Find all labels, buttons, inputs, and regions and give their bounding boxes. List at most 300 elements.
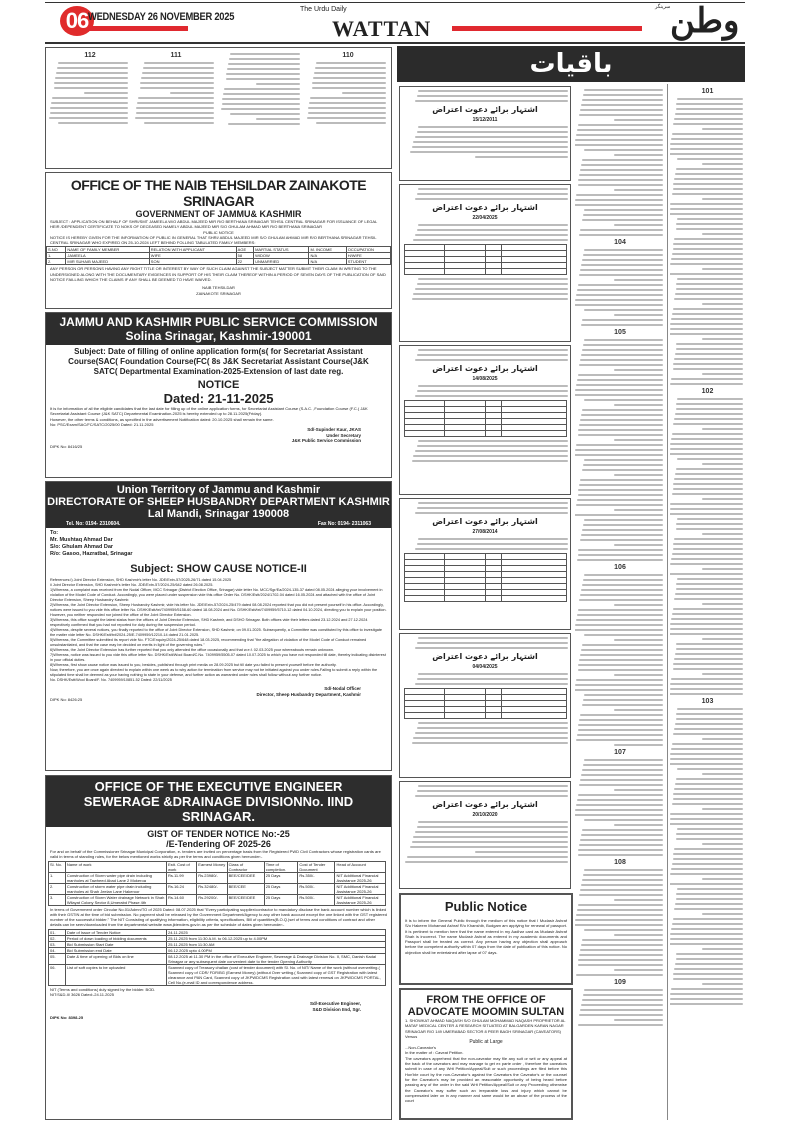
text-line	[413, 737, 568, 739]
text-line	[582, 219, 663, 221]
text-line	[673, 663, 743, 665]
text-line	[576, 444, 663, 446]
public-notice-title: Public Notice	[444, 899, 528, 914]
text-line	[578, 959, 663, 961]
cell: 1.	[49, 872, 66, 883]
text-line	[578, 549, 663, 551]
text-line	[418, 349, 568, 351]
text-line	[576, 194, 663, 196]
cell	[502, 431, 567, 437]
text-line	[575, 394, 663, 396]
text-line	[675, 723, 743, 725]
ad-table	[404, 688, 567, 719]
text-line	[702, 568, 743, 570]
text-line	[141, 77, 214, 79]
jkpsc-ref: No: PSC/Exam/SAC/FC/SATC/2025/00 Dated: 21.11.2025	[50, 421, 154, 427]
ad-heading: اشتہار برائے دعوت اعتراض	[432, 364, 538, 373]
text-line	[417, 95, 568, 97]
col-header: NAME OF FAMILY MEMBER	[66, 247, 149, 253]
text-line	[581, 414, 663, 416]
cell: 2.	[47, 259, 66, 265]
issue-date: WEDNESDAY 26 NOVEMBER 2025	[88, 11, 235, 23]
text-line	[57, 67, 128, 69]
header-line: Lal Mandi, Srinagar 190008	[147, 508, 290, 520]
text-line	[670, 513, 743, 515]
text-lines	[400, 538, 570, 550]
cell: MIR SUHAIB MAJEED	[66, 259, 149, 265]
text-line	[415, 198, 568, 200]
family-table	[46, 246, 391, 265]
text-line	[575, 454, 663, 456]
urdu-col	[308, 50, 388, 127]
tender-gist: GIST OF TENDER NOTICE No:-25	[147, 829, 290, 839]
text-line	[670, 623, 743, 625]
text-line	[614, 279, 664, 281]
cell	[404, 596, 445, 602]
cell: Rs.16.24	[166, 883, 196, 894]
text-line	[578, 434, 664, 436]
text-line	[417, 193, 568, 195]
text-line	[670, 273, 743, 275]
text-line	[307, 117, 386, 119]
cell	[485, 431, 501, 437]
jkpsc-body2: However, the other terms & conditions, as specified in the advertisement Notification dated: 20.10.2025 shall remain the same.	[50, 416, 274, 422]
section-number: 108	[614, 859, 626, 866]
text-line	[677, 578, 743, 580]
text-line	[673, 798, 744, 800]
text-line	[578, 964, 664, 966]
cell	[404, 431, 445, 437]
text-line	[582, 319, 663, 321]
text-line	[578, 904, 664, 906]
cell: Period of down loading of bidding documents	[65, 935, 166, 941]
text-line	[221, 108, 300, 110]
text-line	[582, 259, 663, 261]
text-line	[581, 354, 663, 356]
text-line	[671, 868, 743, 870]
text-line	[584, 634, 663, 636]
text-line	[674, 238, 743, 240]
text-line	[677, 218, 743, 220]
text-line	[580, 594, 663, 596]
text-line	[614, 119, 664, 121]
text-line	[228, 123, 300, 125]
text-line	[417, 642, 568, 644]
text-lines	[400, 385, 570, 397]
text-line	[50, 107, 128, 109]
text-line	[577, 799, 663, 801]
text-line	[673, 608, 744, 610]
text-line	[672, 743, 743, 745]
masthead-bar	[452, 26, 642, 31]
text-line	[578, 1024, 664, 1026]
cell: N/A	[309, 253, 346, 259]
ad-table	[404, 244, 567, 275]
text-line	[677, 828, 743, 830]
text-line	[582, 584, 663, 586]
table-row	[404, 431, 566, 437]
text-line	[581, 884, 663, 886]
text-line	[702, 913, 743, 915]
section-number: 105	[614, 329, 626, 336]
text-line	[702, 198, 743, 200]
text-line	[670, 153, 743, 155]
text-line	[583, 524, 663, 526]
text-line	[575, 629, 663, 631]
text-line	[614, 709, 664, 711]
text-lines	[400, 637, 570, 649]
text-line	[583, 579, 663, 581]
text-line	[673, 858, 744, 860]
text-line	[415, 395, 568, 397]
cell: 25 Days	[264, 883, 298, 894]
para: 7)Whereas, notice was issued to you vide this office letter No. DSHK/Estt/Wool Board/C.No. 7409959/5505-07 dated 10.07.2025 to which you have not responded till date, thereby indicating disinterest in your official duties.	[50, 653, 386, 662]
ad-date: 20/10/2020	[472, 812, 498, 818]
text-line	[614, 639, 664, 641]
jkpsc-signature	[46, 427, 391, 444]
cell: 02.	[49, 935, 66, 941]
text-line	[674, 598, 743, 600]
text-line	[415, 647, 568, 649]
text-line	[170, 92, 214, 94]
text-line	[676, 168, 744, 170]
text-line	[475, 851, 569, 853]
cell: 2.	[49, 883, 66, 894]
section-number: 107	[614, 749, 626, 756]
date-underline	[88, 26, 188, 31]
text-line	[579, 424, 663, 426]
text-line	[575, 684, 663, 686]
text-line	[576, 804, 663, 806]
text-line	[677, 278, 743, 280]
text-line	[673, 423, 743, 425]
text-line	[584, 459, 663, 461]
text-line	[583, 94, 663, 96]
non-caveator: ...Non-Caveator's	[405, 1045, 436, 1051]
sewerage-signature	[46, 1001, 391, 1012]
works-table	[48, 861, 386, 906]
urdu-ad	[399, 184, 571, 342]
urdu-column-2	[670, 86, 745, 1120]
para: 1)Whereas, a complaint was received from the Nodal Officer, MCC Srinagar (District Election Office, Srinagar) vide letter No. MCC/Sgr/Ea/2024-135-37 dated 08.05.2024 alleging your involvement in violation of the Model Code of Conduct. Accordingly, you were placed under suspension vide this office Order No. DSHK/Estt/2024/1702-04 dated 16.05.2024 and attached with the office of Joint Director Extension, Sheep Husbandry Kashmir.	[50, 588, 383, 602]
table-header	[49, 861, 386, 872]
text-line	[673, 308, 744, 310]
text-line	[670, 333, 743, 335]
cell: Rs.500/-	[298, 883, 335, 894]
text-line	[575, 204, 663, 206]
cell: Rs.32480/-	[197, 883, 227, 894]
text-line	[582, 529, 663, 531]
dipk-number: DIPK No: 8416/25	[50, 443, 83, 449]
text-line	[702, 983, 743, 985]
text-line	[675, 903, 743, 905]
cell: BEE/CEE/DEE	[227, 872, 264, 883]
text-line	[143, 67, 214, 69]
cell	[404, 269, 445, 275]
text-line	[676, 778, 744, 780]
text-line	[579, 484, 663, 486]
text-line	[580, 269, 663, 271]
text-lines	[50, 62, 130, 124]
text-line	[676, 583, 743, 585]
text-line	[672, 863, 743, 865]
text-line	[670, 453, 743, 455]
tel-number: Tel. No: 0194- 2310604.	[66, 521, 121, 527]
table-row	[49, 894, 386, 905]
text-line	[575, 389, 663, 391]
text-line	[575, 919, 663, 921]
text-line	[575, 304, 663, 306]
urdu-logo: وطن	[670, 1, 740, 41]
tender-ref: NIT:S&D-II/ 3626 Dated:-24.11.2025	[50, 992, 114, 998]
text-line	[418, 722, 568, 724]
text-line	[581, 104, 663, 106]
text-line	[581, 834, 663, 836]
text-line	[578, 284, 664, 286]
text-lines	[136, 62, 216, 124]
text-line	[670, 383, 743, 385]
tender-para: In terms of Government order Circular No.01/Admn/TO of 2025 Dated: 08.07.2025 that "Every participating supplier/contractor to mandatory disclose the bank account number which is linked with their GSTIN at the time of bid submission. No payment shall be released by the Government Department/Agency to any other bank account except the one linked with the GST registered number of the successful bidder." The NIT Consisting of qualifying information, eligibility criteria, specifications, Bill of quantities(B.O.Q.)set of terms and conditions of contract and other details can be seen/downloaded from the departmental website www.jktenders.gov.in as per the schedule of dates given hereunder:-	[50, 906, 387, 928]
sewerage-tender-notice	[45, 775, 392, 1120]
cell: Rs.29200/-	[197, 894, 227, 905]
text-line	[671, 138, 743, 140]
text-line	[670, 573, 743, 575]
col-header: M. INCOME	[309, 247, 346, 253]
cell: Date of Issue of Tender Notice	[65, 929, 166, 935]
text-line	[140, 87, 214, 89]
cell: BEE/CEE/DEE	[227, 894, 264, 905]
text-line	[412, 742, 568, 744]
sheep-signature	[46, 686, 391, 697]
cell: Date & time of opening of Bids on line	[65, 953, 166, 964]
text-line	[415, 234, 568, 236]
subject-label: Subject:	[74, 347, 106, 356]
text-lines	[400, 349, 570, 361]
text-line	[137, 102, 214, 104]
text-line	[228, 63, 300, 65]
public-notice-body: It is to inform the General Public through the medium of this notice that I Mudasir Ashraf S/o Hakeem Mohamad Ashraf R/o Khanshib, Budgam am applying for renewal of passport. It is pertinent to mention here that the name entered in my Aadhar card as Mudasir Ashraf Shah is incorrect. The name Mudasir Ashraf as entered in my academic documents and Passport shall be treated as correct. Any person having any objection shall approach before the competent authority within 07 days from the date of publication of this notice. No objection shall be entertained after lapse of 07 days.	[405, 918, 567, 955]
text-line	[670, 883, 743, 885]
text-line	[673, 363, 743, 365]
text-line	[670, 763, 743, 765]
text-line	[672, 613, 743, 615]
text-line	[614, 789, 664, 791]
text-line	[580, 779, 663, 781]
section-banner: باقیات	[397, 46, 745, 82]
cell: UNMARRIED	[254, 259, 309, 265]
text-line	[313, 77, 386, 79]
cell: Construction of Storm water pipe drain including manholes at Tawheed Abad Lane 2 Mokeroa	[65, 872, 166, 883]
text-line	[702, 338, 743, 340]
text-line	[670, 943, 743, 945]
text-line	[312, 87, 386, 89]
cell: Class of Contractor	[227, 861, 264, 872]
cell: 01.	[49, 929, 66, 935]
text-line	[56, 72, 128, 74]
cell: Name of work	[65, 861, 166, 872]
text-line	[418, 673, 568, 675]
text-line	[413, 836, 568, 838]
text-line	[702, 948, 743, 950]
text-line	[50, 112, 128, 114]
text-line	[676, 283, 743, 285]
jkpsc-body: It is for information of all the eligible candidates that the last date for filling up of the online application forms, for Secretariat Assistant Course (S.A.C. ,Foundation Course (F.C.( J&K Secretariat Assistant Course (J&K SATC( Departmental Examination-2025 is hereby extended up to 28.11.2025(Friday(.	[50, 406, 368, 417]
text-line	[676, 223, 743, 225]
table-row	[49, 872, 386, 883]
para: Now, therefore, you are once again directed to explain within one week as to why action for termination from service may not be initiated against you under rules.Failing to submit a reply within the stipulated time shall be deemed as your having nothing to state in your defense, and further action as warranted under rules shall follow without any further notice.	[50, 668, 378, 677]
text-line	[614, 604, 664, 606]
text-line	[581, 164, 663, 166]
header-line: DIRECTORATE OF SHEEP HUSBANDRY DEPARTMENT KASHMIR	[47, 496, 390, 508]
text-line	[475, 156, 569, 158]
text-line	[256, 118, 300, 120]
text-line	[579, 599, 663, 601]
text-lines	[400, 440, 570, 462]
text-line	[138, 97, 214, 99]
text-line	[54, 87, 128, 89]
text-line	[580, 359, 663, 361]
text-line	[670, 213, 743, 215]
text-line	[670, 683, 743, 685]
text-line	[415, 831, 568, 833]
text-line	[580, 479, 663, 481]
cell: 03.	[49, 941, 66, 947]
urdu-ad	[399, 86, 571, 181]
text-line	[673, 368, 744, 370]
cell: 08.12.2025 at 11.30 PM in the office of Executive Engineer, Sewerage & Drainage Division No. II, SMC, Danish Kadal Srinagar or any subsequent date convenient date to the tender Opening Authority	[166, 953, 385, 964]
text-line	[614, 224, 664, 226]
advocate-title1: FROM THE OFFICE OF	[426, 994, 546, 1006]
text-line	[676, 348, 744, 350]
schedule-table	[48, 929, 386, 986]
text-lines	[400, 785, 570, 797]
text-line	[582, 704, 663, 706]
text-line	[580, 419, 663, 421]
text-line	[675, 113, 743, 115]
text-line	[702, 533, 743, 535]
text-line	[702, 268, 743, 270]
text-line	[58, 122, 128, 124]
text-line	[702, 128, 743, 130]
text-line	[578, 849, 663, 851]
text-line	[614, 189, 664, 191]
cell: 25.11.2025 from 11:30 A.M. to 06.12.2025 up to 4.00PM	[166, 935, 385, 941]
text-line	[226, 78, 300, 80]
text-line	[135, 117, 214, 119]
section-number: 104	[614, 239, 626, 246]
ad-date: 14/08/2025	[472, 376, 498, 382]
table-row	[404, 269, 566, 275]
signature-line: Sd/-Executive Engineer,	[309, 1001, 361, 1007]
cell: 22	[236, 259, 253, 265]
text-line	[670, 1003, 743, 1005]
text-line	[581, 324, 663, 326]
text-line	[670, 633, 743, 635]
col-header: RELATION WITH APPLICANT	[149, 247, 236, 253]
text-line	[577, 909, 663, 911]
para: ii Joint Director Extension, SHD Kashmir's letter No. JDE/Extn-57/2024-25/642 dated 26.08.2025.	[50, 583, 214, 587]
text-line	[230, 113, 300, 115]
text-line	[581, 264, 663, 266]
ad-date: 04/04/2025	[472, 664, 498, 670]
text-lines	[670, 708, 745, 1005]
public-at-large: Public at Large	[469, 1039, 503, 1046]
text-line	[579, 364, 663, 366]
cell: 25 Days	[264, 894, 298, 905]
text-line	[222, 103, 300, 105]
text-line	[580, 169, 663, 171]
text-line	[55, 77, 128, 79]
text-line	[418, 278, 568, 280]
text-line	[672, 923, 743, 925]
addr-line: S/o: Ghulam Ahmad Dar	[50, 544, 114, 550]
text-line	[578, 724, 663, 726]
text-line	[580, 714, 663, 716]
ad-table	[404, 400, 567, 437]
urdu-col	[136, 50, 216, 127]
text-line	[582, 999, 663, 1001]
text-line	[584, 209, 663, 211]
text-line	[577, 499, 663, 501]
cell: Head of Account	[335, 861, 386, 872]
section-number: 103	[701, 698, 714, 705]
text-lines	[575, 574, 665, 746]
text-line	[673, 243, 743, 245]
sheep-header	[46, 482, 391, 528]
urdu-news-block	[45, 47, 392, 169]
cell: 06.	[49, 964, 66, 985]
text-line	[677, 398, 743, 400]
text-lines	[575, 869, 665, 976]
text-line	[675, 473, 743, 475]
text-line	[415, 136, 568, 138]
text-line	[670, 208, 743, 210]
text-line	[582, 829, 663, 831]
text-line	[314, 72, 386, 74]
text-line	[412, 460, 568, 462]
text-line	[673, 978, 744, 980]
text-line	[670, 823, 743, 825]
text-line	[418, 502, 568, 504]
text-line	[702, 843, 743, 845]
cell: Time of completion.	[264, 861, 298, 872]
text-line	[224, 88, 300, 90]
text-line	[418, 90, 568, 92]
notice-footer: ANY PERSON OR PERSONS HAVING ANY RIGHT TITLE OR INTEREST BY WAY OF SUCH CLAIM AGAINST THE SUBJECT MATTER SUBMIT THEIR CLAIM IN WRITING TO THE UNDERSIGNED ALONG WITH THE DOCUMENTARY EVIDENCES IN SUPPORT OF HIS THEIR CLAIM THEREOF WITHIN A PERIOD OF SEVEN DAYS OF THE PUBLICATION OF SAID NOTICE FAILLING WHICH THE CLAIMS IF ANY SHALL BE DEEMED TO HAVE WAIVED.	[50, 266, 386, 283]
text-line	[576, 619, 663, 621]
text-line	[578, 729, 664, 731]
sheep-body	[46, 578, 391, 683]
text-line	[676, 958, 744, 960]
text-line	[670, 323, 743, 325]
text-line	[676, 403, 743, 405]
text-line	[136, 107, 214, 109]
text-line	[702, 498, 743, 500]
page-number: 06	[60, 6, 94, 36]
text-line	[578, 664, 663, 666]
column-rule	[667, 84, 668, 1120]
text-line	[413, 293, 568, 295]
text-line	[584, 399, 663, 401]
text-line	[580, 229, 663, 231]
text-line	[581, 1004, 663, 1006]
text-line	[418, 538, 568, 540]
text-line	[583, 994, 663, 996]
text-lines	[400, 278, 570, 300]
text-line	[52, 97, 128, 99]
text-line	[54, 82, 128, 84]
cell	[445, 596, 486, 602]
